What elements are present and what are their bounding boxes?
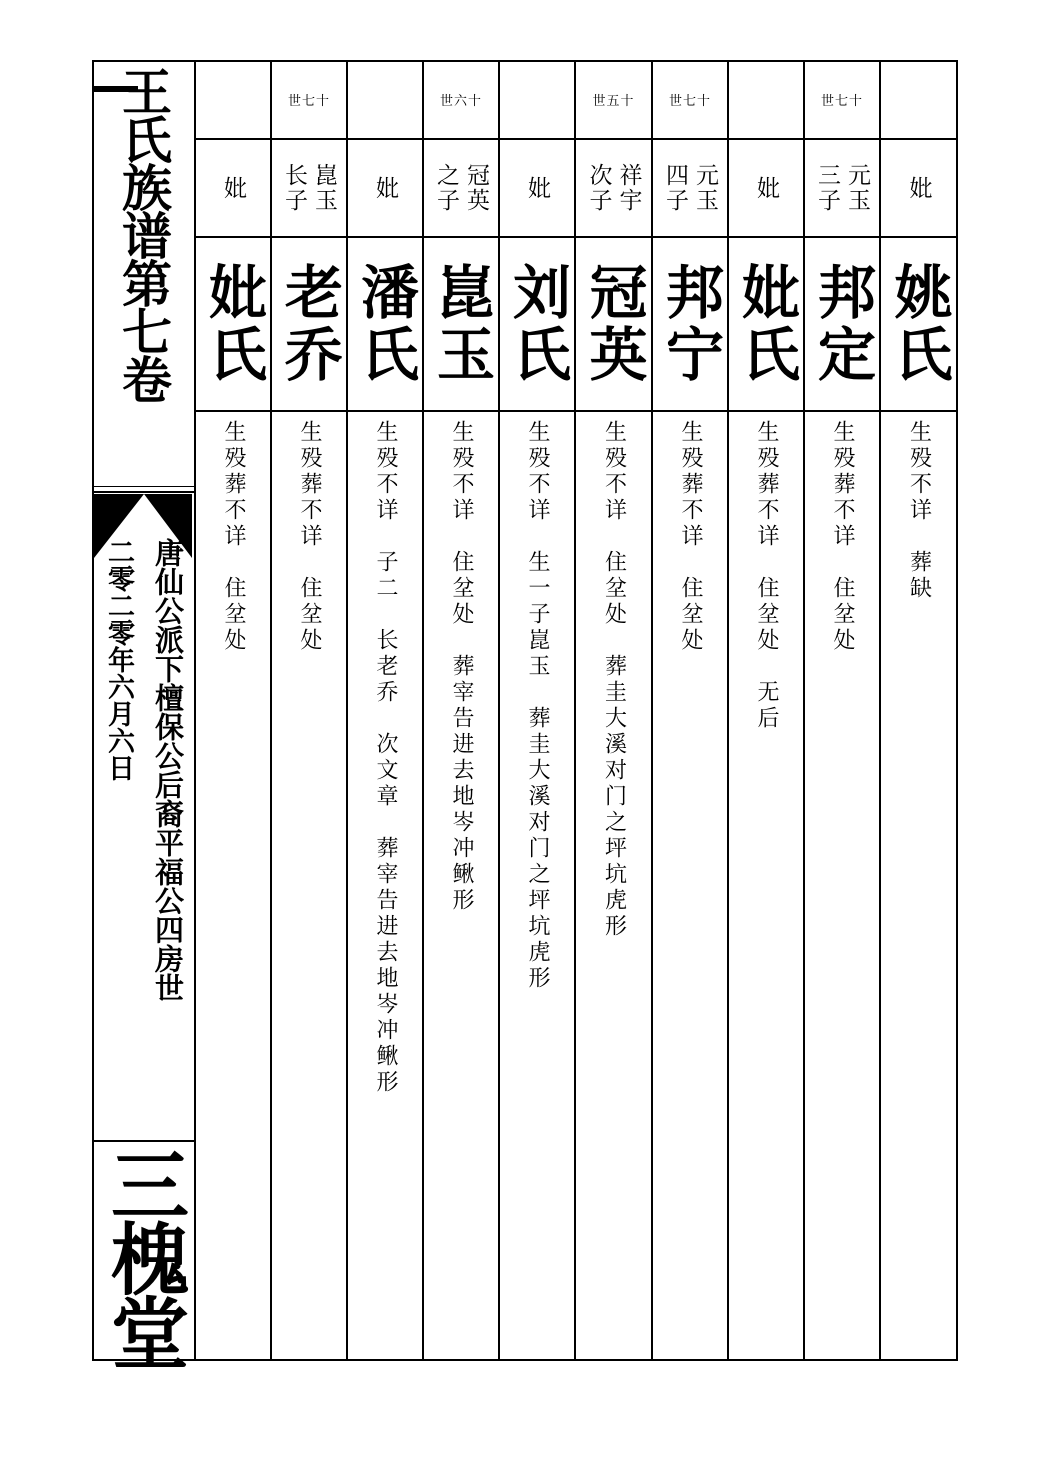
frame-left [92, 60, 94, 1361]
name-cell: 妣氏 [732, 262, 800, 386]
frame-right [956, 60, 958, 1361]
name-cell: 冠英 [579, 262, 648, 386]
branch-text: 唐仙公派下檀保公后裔平福公四房世 [151, 538, 185, 1002]
row-line-name [194, 410, 958, 412]
name-cell: 邦定 [808, 262, 876, 386]
name-cell: 老乔 [275, 262, 343, 386]
notes-cell: 生殁不详 子二 长老乔 次文章 葬宰告进去地岑冲鳅形 [373, 420, 398, 1096]
frame-bottom [92, 1359, 958, 1361]
relation-cell: 妣 [753, 175, 779, 201]
name-cell: 妣氏 [199, 262, 267, 386]
relation-cell: 妣 [524, 175, 550, 201]
book-title [92, 66, 194, 446]
generation-cell [500, 60, 574, 138]
name-cell: 邦宁 [656, 262, 724, 386]
genealogy-page [92, 60, 958, 1367]
notes-cell: 生殁葬不详 住坌处 无后 [754, 420, 779, 732]
relation-cell: 妣 [905, 175, 932, 201]
name-cell: 姚氏 [884, 262, 953, 386]
notes-cell: 生殁不详 住坌处 葬宰告进去地岑冲鳅形 [449, 420, 474, 914]
notes-cell: 生殁葬不详 住坌处 [830, 420, 855, 654]
generation-cell [196, 60, 270, 138]
relation-cell: 元玉 三子 [814, 163, 870, 213]
hall-divider [92, 1140, 194, 1142]
book-title-text: 王氏族谱第七卷 [114, 66, 173, 402]
generation-cell: 世七十 [287, 93, 330, 109]
notes-cell: 生殁不详 葬缺 [906, 420, 932, 602]
notes-cell: 生殁葬不详 住坌处 [221, 420, 246, 654]
notes-cell: 生殁不详 住坌处 葬圭大溪对门之坪坑虎形 [601, 420, 627, 940]
name-cell: 潘氏 [351, 262, 419, 386]
relation-cell: 祥宇 次子 [585, 163, 642, 213]
notes-cell: 生殁葬不详 住坌处 [297, 420, 322, 654]
generation-cell [729, 60, 803, 138]
name-cell: 刘氏 [503, 262, 571, 386]
relation-cell: 冠英 之子 [433, 163, 489, 213]
title-column [92, 60, 194, 1367]
relation-cell: 崑玉 长子 [281, 163, 337, 213]
generation-cell: 世七十 [668, 93, 711, 109]
generation-cell [348, 60, 422, 138]
notes-cell: 生殁葬不详 住坌处 [678, 420, 703, 654]
notes-cell: 生殁不详 生一子崑玉 葬圭大溪对门之坪坑虎形 [525, 420, 550, 992]
relation-cell: 元玉 四子 [662, 163, 718, 213]
generation-cell: 世六十 [439, 93, 482, 109]
relation-cell: 妣 [372, 175, 398, 201]
hall-name: 三槐堂 [98, 1145, 189, 1367]
relation-cell: 妣 [220, 175, 246, 201]
name-cell: 崑玉 [427, 262, 495, 386]
compile-date: 二零二零年六月六日 [103, 538, 134, 781]
generation-cell: 世五十 [592, 93, 635, 109]
generation-cell [881, 60, 956, 138]
generation-cell: 世七十 [820, 93, 863, 109]
